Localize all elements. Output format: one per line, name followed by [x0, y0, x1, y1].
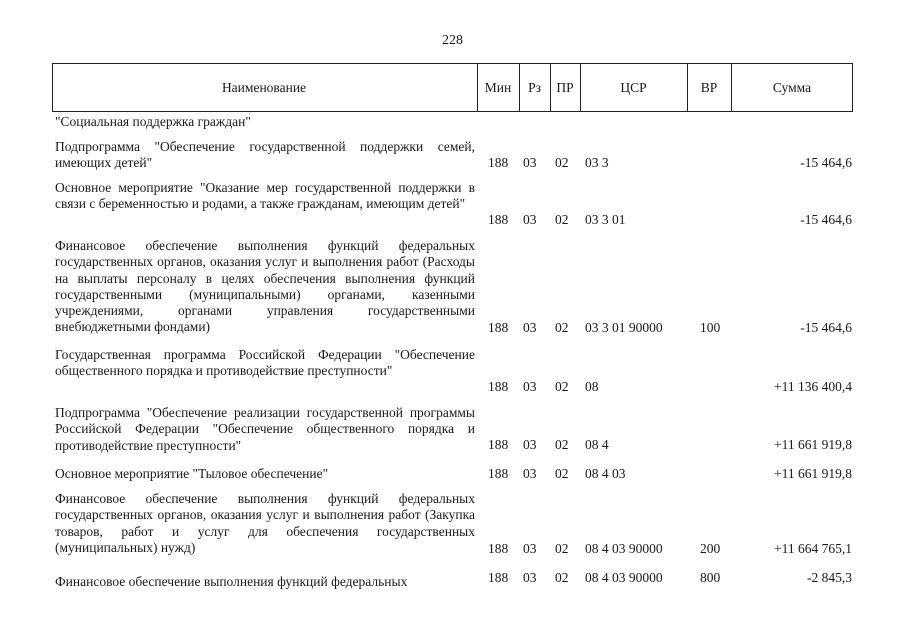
row-rz: 03 [523, 437, 537, 452]
row-name: Основное мероприятие "Оказание мер государственной поддержки в связи с беременностью и родами, а также гражданам, имеющим детей" [55, 180, 475, 212]
row-csr: 08 4 [585, 437, 609, 452]
row-name: Финансовое обеспечение выполнения функций федеральных государственных органов, оказания услуг и выполнения работ (Расходы на выплаты персоналу в целях обеспечения выполнения функций государственными (муниципальными) органами, казенными учреждениями, органами управления государственными внебюджетными фондами) [55, 238, 475, 335]
row-sum: +11 661 919,8 [774, 437, 852, 452]
row-vr: 200 [700, 541, 721, 556]
row-csr: 03 3 01 [585, 212, 626, 227]
row-sum: +11 661 919,8 [774, 466, 852, 481]
header-name: Наименование [221, 80, 307, 95]
row-name: Подпрограмма "Обеспечение государственной поддержки семей, имеющих детей" [55, 139, 475, 171]
page-number: 228 [442, 33, 463, 48]
row-pr: 02 [555, 320, 569, 335]
row-min: 188 [488, 379, 509, 394]
header-divider [687, 63, 688, 111]
header-row [52, 63, 853, 112]
row-min: 188 [488, 466, 509, 481]
row-name: Подпрограмма "Обеспечение реализации государственной программы Российской Федерации "Обеспечение общественного порядка и противодействие преступности" [55, 405, 475, 453]
row-min: 188 [488, 541, 509, 556]
row-rz: 03 [523, 466, 537, 481]
header-divider [477, 63, 478, 111]
row-rz: 03 [523, 541, 537, 556]
row-pr: 02 [555, 212, 569, 227]
row-csr: 03 3 01 90000 [585, 320, 663, 335]
row-csr: 08 4 03 [585, 466, 626, 481]
header-border-right [852, 63, 853, 111]
row-pr: 02 [555, 541, 569, 556]
header-min: Мин [484, 80, 512, 95]
row-vr: 800 [700, 570, 721, 585]
row-rz: 03 [523, 155, 537, 170]
row-name: Финансовое обеспечение выполнения функций федеральных государственных органов, оказания услуг и выполнения работ (Закупка товаров, работ и услуг для обеспечения государственных (муниципальных) нужд) [55, 491, 475, 555]
header-border-left [52, 63, 53, 111]
header-rz: Рз [528, 80, 541, 95]
header-csr: ЦСР [620, 80, 647, 95]
header-vr: ВР [700, 80, 718, 95]
row-pr: 02 [555, 466, 569, 481]
row-pr: 02 [555, 155, 569, 170]
header-pr: ПР [556, 80, 574, 95]
row-rz: 03 [523, 320, 537, 335]
row-vr: 100 [700, 320, 721, 335]
row-min: 188 [488, 437, 509, 452]
row-name: Основное мероприятие "Тыловое обеспечение" [55, 466, 329, 481]
row-csr: 08 4 03 90000 [585, 541, 663, 556]
row-min: 188 [488, 570, 509, 585]
row-sum: +11 664 765,1 [774, 541, 852, 556]
row-pr: 02 [555, 379, 569, 394]
row-csr: 08 4 03 90000 [585, 570, 663, 585]
row-pr: 02 [555, 437, 569, 452]
row-rz: 03 [523, 570, 537, 585]
row-sum: -15 464,6 [800, 155, 852, 170]
row-min: 188 [488, 155, 509, 170]
header-sum: Сумма [772, 80, 812, 95]
row-sum: +11 136 400,4 [774, 379, 852, 394]
row-csr: 03 3 [585, 155, 609, 170]
row-pr: 02 [555, 570, 569, 585]
row-min: 188 [488, 212, 509, 227]
header-divider [519, 63, 520, 111]
row-sum: -15 464,6 [800, 320, 852, 335]
header-divider [580, 63, 581, 111]
row-name: Финансовое обеспечение выполнения функций федеральных [55, 574, 408, 589]
header-divider [550, 63, 551, 111]
row-min: 188 [488, 320, 509, 335]
row-name: Государственная программа Российской Федерации "Обеспечение общественного порядка и противодействие преступности" [55, 347, 475, 379]
header-divider [731, 63, 732, 111]
row-rz: 03 [523, 212, 537, 227]
continuation-text: "Социальная поддержка граждан" [55, 114, 251, 129]
row-csr: 08 [585, 379, 599, 394]
row-sum: -15 464,6 [800, 212, 852, 227]
row-rz: 03 [523, 379, 537, 394]
row-sum: -2 845,3 [807, 570, 852, 585]
